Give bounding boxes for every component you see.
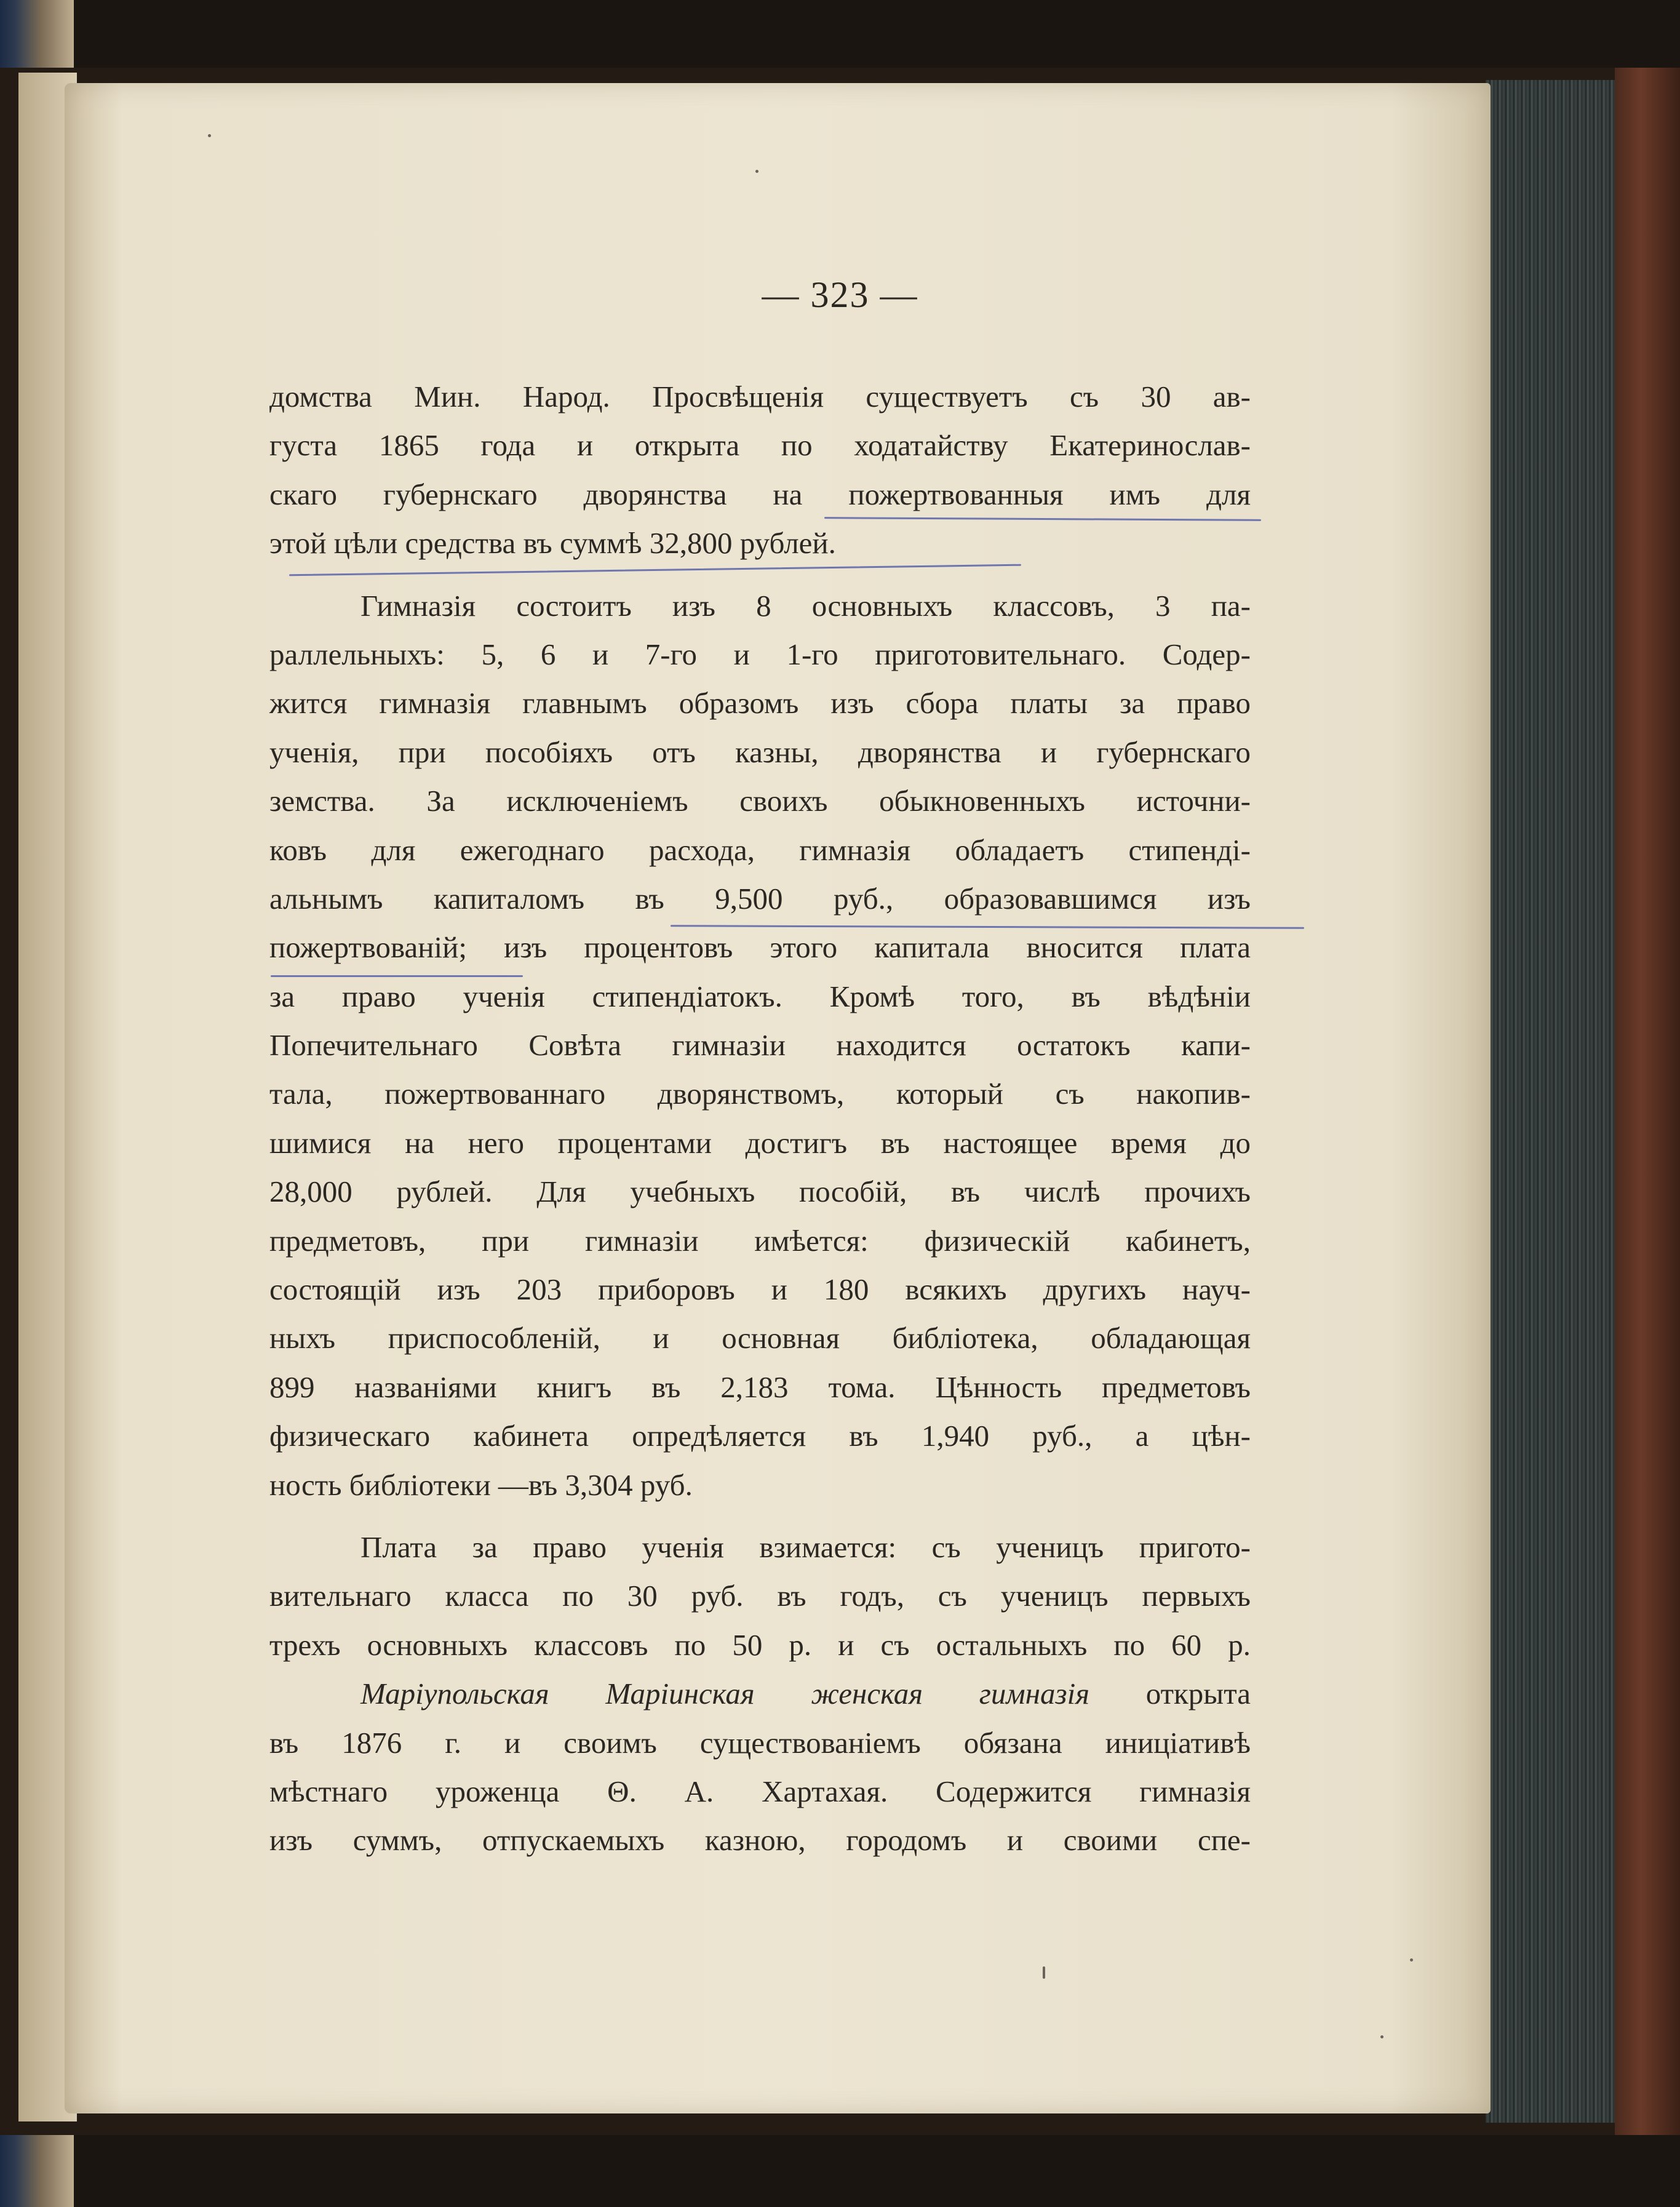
text-line [269,1069,1251,1118]
line-text: мѣстнаго уроженца Θ. А. Хартахая. Содержится гимназія [269,1774,1251,1808]
text-line [269,1411,1251,1460]
text-line [269,874,1251,923]
speck [1410,1958,1413,1962]
text-line [269,1718,1251,1767]
text-line [269,1119,1251,1167]
line-text: изъ суммъ, отпускаемыхъ казною, городомъ и своими спе- [269,1823,1251,1858]
text-line [269,470,1251,519]
line-text: 28,000 рублей. Для учебныхъ пособій, въ числѣ прочихъ [269,1175,1251,1209]
line-text: вительнаго класса по 30 руб. въ годъ, съ ученицъ первыхъ [269,1579,1251,1613]
line-text: домства Мин. Народ. Просвѣщенія существуетъ съ 30 ав- [269,380,1251,413]
line-text: Плата за право ученія взимается: съ ученицъ пригото- [360,1530,1251,1564]
line-text: Попечительнаго Совѣта гимназіи находится остатокъ капи- [269,1028,1251,1063]
italic-title: Маріупольская Маріинская женская гимназія [360,1677,1090,1711]
line-text: Гимназія состоитъ изъ 8 основныхъ классовъ, 3 па- [360,588,1251,623]
line-text: земства. За исключеніемъ своихъ обыкновенныхъ источни- [269,784,1251,818]
text-line [269,1216,1251,1265]
text-line [269,1314,1251,1362]
line-text: скаго губернскаго дворянства на пожертвованныя имъ для [269,477,1251,511]
line-text: шимися на него процентами достигъ въ настоящее время до [269,1125,1251,1160]
line-text: раллельныхъ: 5, 6 и 7-го и 1-го приготовительнаго. Содер- [269,637,1251,671]
line-text: ученія, при пособіяхъ отъ казны, дворянства и губернскаго [269,735,1251,769]
line-text: ковъ для ежегоднаго расхода, гимназія обладаетъ стипенді- [269,832,1251,867]
text-line [269,519,1251,567]
speck [208,134,211,137]
text-line [269,1461,1251,1509]
text-line [269,1767,1251,1816]
text-line [269,728,1251,776]
book-cover [1615,68,1680,2135]
speck [1380,2035,1383,2038]
text-line [269,1021,1251,1069]
pencil-underline [271,975,523,977]
text-line [269,1363,1251,1411]
line-text: открыта [1145,1677,1251,1711]
line-text: пожертвованій; изъ процентовъ этого капитала вносится плата [269,930,1251,965]
text-line [269,923,1251,972]
text-line [269,421,1251,469]
text-line [269,1669,1251,1718]
text-line [269,1571,1251,1620]
page-body [269,372,1251,1865]
line-text: густа 1865 года и открыта по ходатайству Екатеринослав- [269,428,1251,463]
text-line [269,1265,1251,1314]
line-text: за право ученія стипендіатокъ. Кромѣ того, въ вѣдѣніи [269,979,1251,1013]
line-text: ныхъ приспособленій, и основная библіотека, обладающая [269,1321,1251,1355]
line-text: тала, пожертвованнаго дворянствомъ, который съ накопив- [269,1077,1251,1111]
speck [755,170,758,173]
line-text: жится гимназія главнымъ образомъ изъ сбора платы за право [269,686,1251,720]
line-text: трехъ основныхъ классовъ по 50 р. и съ остальныхъ по 60 р. [269,1627,1251,1662]
line-text: физическаго кабинета опредѣляется въ 1,940 руб., а цѣн- [269,1419,1251,1453]
text-line [269,1167,1251,1216]
text-line [269,972,1251,1021]
text-line [269,776,1251,825]
text-line [269,1816,1251,1864]
text-line [269,679,1251,727]
line-text: альнымъ капиталомъ въ 9,500 руб., образовавшимся изъ [269,881,1251,916]
line-text: въ 1876 г. и своимъ существованіемъ обязана иниціативѣ [269,1725,1251,1760]
line-text: ность библіотеки —въ 3,304 руб. [269,1467,693,1502]
text-line [269,372,1251,421]
page-edges [1486,80,1615,2123]
text-line [269,1621,1251,1669]
line-text: 899 названіями книгъ въ 2,183 тома. Цѣнность предметовъ [269,1370,1251,1404]
page-number: — 323 — [762,274,918,315]
text-line [269,630,1251,679]
text-line [269,581,1251,630]
line-text: состоящій изъ 203 приборовъ и 180 всякихъ другихъ науч- [269,1272,1251,1307]
text-line [269,1523,1251,1571]
speck [1043,1966,1045,1979]
line-text: предметовъ, при гимназіи имѣется: физическій кабинетъ, [269,1223,1251,1258]
line-text: этой цѣли средства въ суммѣ 32,800 рублей. [269,526,836,561]
text-line [269,826,1251,874]
